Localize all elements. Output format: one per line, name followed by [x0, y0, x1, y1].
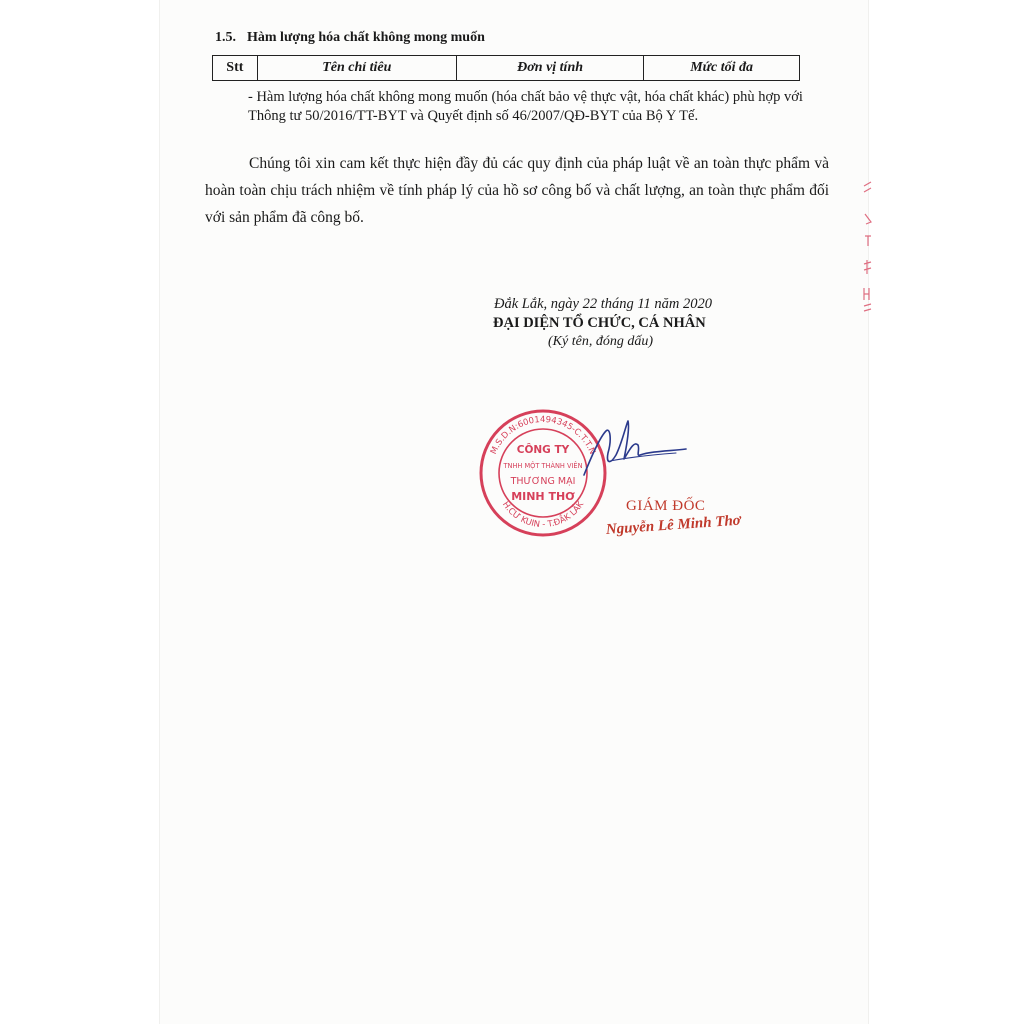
director-name: Nguyễn Lê Minh Thơ — [605, 512, 742, 538]
header-unit: Đơn vị tính — [456, 56, 643, 81]
table-header-row — [213, 56, 800, 81]
place-date: Đắk Lắk, ngày 22 tháng 11 năm 2020 — [494, 296, 713, 312]
seal-line-company: CÔNG TY — [516, 444, 570, 456]
seal-line-name: MINH THƠ — [511, 490, 575, 503]
seal-line-trade: THƯƠNG MẠI — [510, 476, 576, 487]
header-max-level: Mức tối đa — [644, 56, 800, 81]
seal-inner-ring — [499, 429, 587, 517]
representative-title: ĐẠI DIỆN TỔ CHỨC, CÁ NHÂN — [493, 315, 706, 331]
seal-ring-bottom-text: H.CƯ KUIN - T.ĐẮK LẮK — [499, 499, 587, 531]
requirements-table — [212, 55, 800, 81]
sign-instruction: (Ký tên, đóng dấu) — [548, 334, 653, 349]
director-signature — [580, 415, 690, 485]
section-heading — [215, 30, 485, 46]
commitment-paragraph: Chúng tôi xin cam kết thực hiện đầy đủ các quy định của pháp luật về an toàn thực phẩm và hoàn toàn chịu trách nhiệm về tính pháp lý của hồ sơ công bố và chất lượng, an toàn thực phẩm đối với sản phẩm đã công bố. — [205, 155, 829, 226]
edge-stamp-marks — [861, 180, 875, 315]
header-criteria-name: Tên chỉ tiêu — [257, 56, 456, 81]
section-number: 1.5. — [215, 30, 236, 45]
regulation-note: - Hàm lượng hóa chất không mong muốn (hóa chất bảo vệ thực vật, hóa chất khác) phù hợp với Thông tư 50/2016/TT-BYT và Quyết định số 46/2007/QĐ-BYT của Bộ Y Tế. — [248, 89, 803, 124]
director-title: GIÁM ĐỐC — [626, 498, 706, 514]
section-title: Hàm lượng hóa chất không mong muốn — [247, 30, 485, 45]
seal-ring-top-text: M.S.D.N:6001494345-C.T.T.N — [488, 414, 598, 457]
seal-line-type: TNHH MỘT THÀNH VIÊN — [503, 462, 583, 470]
header-stt: Stt — [213, 56, 258, 81]
